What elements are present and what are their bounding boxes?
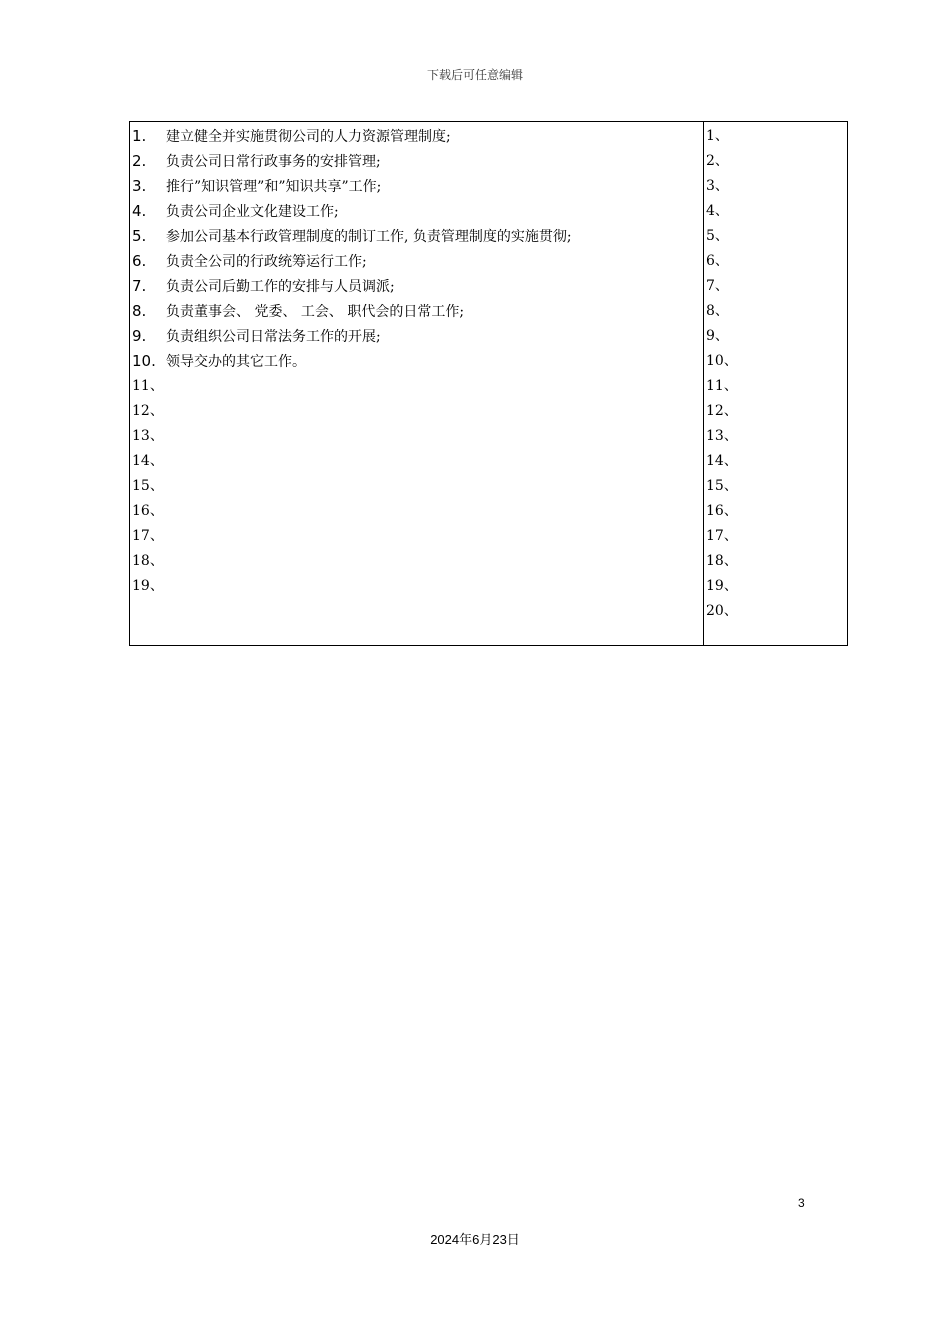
right-number: 19、 [706, 578, 738, 594]
page-header-text: 下载后可任意编辑 [426, 68, 523, 82]
right-number: 15、 [706, 478, 738, 494]
duty-number: 8. [132, 302, 147, 320]
right-number: 20、 [706, 603, 738, 619]
duty-number: 4. [132, 202, 147, 220]
duty-text: 负责公司企业文化建设工作; [166, 204, 339, 220]
duty-row [130, 249, 703, 274]
page-number: 3 [798, 1196, 805, 1210]
duty-text: 领导交办的其它工作。 [166, 354, 306, 370]
right-number-column [704, 122, 847, 647]
duty-number: 5. [132, 227, 147, 245]
blank-duty-row [130, 424, 703, 449]
duty-row [130, 349, 703, 374]
blank-duty-row [130, 474, 703, 499]
duty-row [130, 274, 703, 299]
right-number: 17、 [706, 528, 738, 544]
blank-duty-number: 14、 [132, 453, 164, 469]
blank-duty-number: 18、 [132, 553, 164, 569]
right-number: 3、 [706, 178, 729, 194]
duty-number: 9. [132, 327, 147, 345]
blank-duty-number: 13、 [132, 428, 164, 444]
blank-duty-row [130, 524, 703, 549]
right-number: 14、 [706, 453, 738, 469]
duty-text: 负责全公司的行政统筹运行工作; [166, 254, 367, 270]
blank-duty-row [130, 574, 703, 599]
duty-text: 参加公司基本行政管理制度的制订工作, 负责管理制度的实施贯彻; [166, 229, 572, 245]
duties-column [130, 122, 704, 645]
duty-row [130, 224, 703, 249]
blank-duty-row [130, 549, 703, 574]
duties-table [129, 121, 848, 646]
right-number: 11、 [706, 378, 738, 394]
blank-duty-number: 12、 [132, 403, 164, 419]
right-number: 2、 [706, 153, 729, 169]
duty-number: 3. [132, 177, 147, 195]
duty-row [130, 149, 703, 174]
blank-duty-number: 16、 [132, 503, 164, 519]
duty-number: 10. [132, 352, 156, 370]
duty-text: 推行”知识管理”和”知识共享”工作; [166, 179, 382, 195]
duty-row [130, 324, 703, 349]
right-number: 18、 [706, 553, 738, 569]
right-number: 6、 [706, 253, 729, 269]
right-number: 1、 [706, 128, 729, 144]
right-number: 4、 [706, 203, 729, 219]
duty-text: 建立健全并实施贯彻公司的人力资源管理制度; [166, 129, 451, 145]
blank-duty-number: 19、 [132, 578, 164, 594]
footer-date: 2024年6月23日 [430, 1232, 520, 1247]
right-number: 10、 [706, 353, 738, 369]
right-number: 13、 [706, 428, 738, 444]
blank-duty-row [130, 449, 703, 474]
duty-text: 负责公司日常行政事务的安排管理; [166, 154, 381, 170]
duty-row [130, 199, 703, 224]
blank-duty-row [130, 374, 703, 399]
right-number: 5、 [706, 228, 729, 244]
duty-number: 2. [132, 152, 147, 170]
right-number: 12、 [706, 403, 738, 419]
duty-row [130, 124, 703, 149]
duty-text: 负责董事会、 党委、 工会、 职代会的日常工作; [166, 304, 465, 320]
duty-row [130, 174, 703, 199]
duty-text: 负责组织公司日常法务工作的开展; [166, 329, 381, 345]
duty-text: 负责公司后勤工作的安排与人员调派; [166, 279, 395, 295]
right-number: 9、 [706, 328, 729, 344]
blank-duty-row [130, 499, 703, 524]
duty-number: 6. [132, 252, 147, 270]
duty-row [130, 299, 703, 324]
blank-duty-row [130, 399, 703, 424]
right-number: 16、 [706, 503, 738, 519]
blank-duty-number: 17、 [132, 528, 164, 544]
right-number: 8、 [706, 303, 729, 319]
blank-duty-number: 15、 [132, 478, 164, 494]
duty-number: 1. [132, 127, 147, 145]
right-number: 7、 [706, 278, 729, 294]
duty-number: 7. [132, 277, 147, 295]
blank-duty-number: 11、 [132, 378, 164, 394]
